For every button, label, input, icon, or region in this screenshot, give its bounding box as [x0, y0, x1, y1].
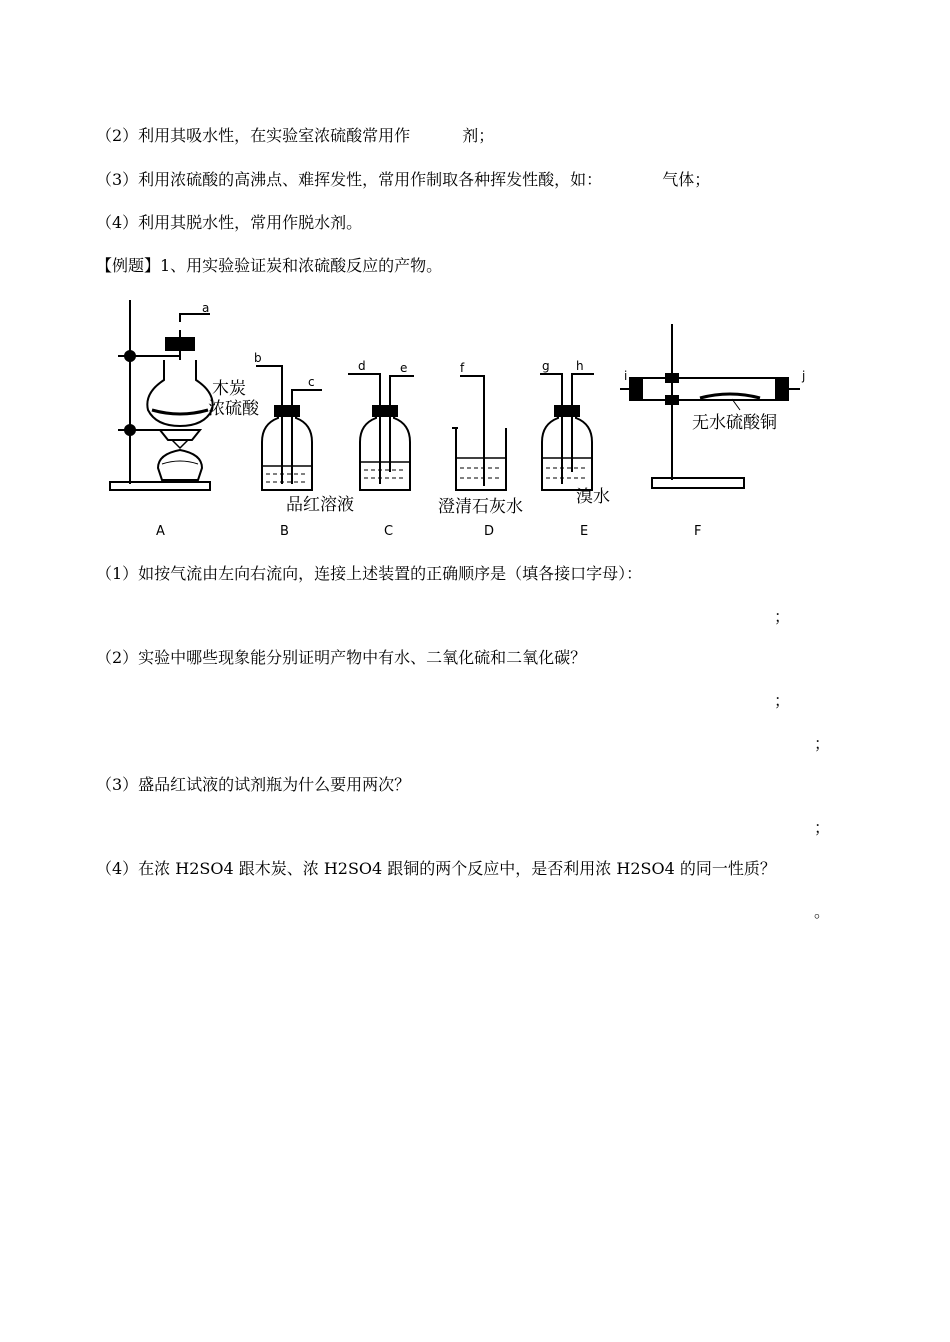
item-3-suffix: 气体；	[662, 170, 711, 189]
label-limewater: 澄清石灰水	[438, 497, 523, 517]
apparatus-e	[540, 374, 594, 490]
item-2-prefix: （2）利用其吸水性，在实验室浓硫酸常用作	[96, 126, 411, 145]
port-label-g: g	[542, 359, 550, 373]
label-anhydrous-cuso4: 无水硫酸铜	[692, 413, 777, 433]
item-2-absorbent	[96, 126, 494, 146]
caption-d: D	[484, 524, 495, 539]
answer-end-q2b: ；	[814, 734, 831, 753]
label-charcoal: 木炭	[212, 379, 246, 399]
caption-a: A	[156, 524, 165, 539]
apparatus-f	[620, 324, 800, 488]
port-label-f: f	[460, 361, 465, 375]
answer-end-q3: ；	[814, 818, 831, 837]
apparatus-figure	[100, 298, 820, 543]
port-label-j: j	[802, 369, 806, 383]
caption-c: C	[384, 524, 394, 539]
apparatus-c	[348, 374, 414, 490]
question-2: （2）实验中哪些现象能分别证明产物中有水、二氧化硫和二氧化碳？	[96, 648, 587, 667]
label-conc-acid: 浓硫酸	[208, 399, 259, 419]
port-label-i: i	[624, 369, 628, 383]
port-label-d: d	[358, 359, 366, 373]
caption-f: F	[694, 524, 702, 539]
label-magenta-solution: 品红溶液	[286, 495, 354, 515]
answer-end-q1: ；	[774, 607, 791, 626]
item-4-dehydrating: （4）利用其脱水性，常用作脱水剂。	[96, 213, 363, 232]
port-label-a: a	[202, 301, 210, 315]
answer-end-q4: 。	[814, 902, 831, 921]
question-1: （1）如按气流由左向右流向，连接上述装置的正确顺序是（填各接口字母）：	[96, 564, 643, 583]
item-3-volatile-acid	[96, 170, 710, 190]
question-4: （4）在浓 H2SO4 跟木炭、浓 H2SO4 跟铜的两个反应中，是否利用浓 H2SO4 的同一性质？	[96, 859, 776, 878]
example-heading: 【例题】1、用实验验证炭和浓硫酸反应的产物。	[96, 256, 443, 275]
port-label-b: b	[254, 351, 262, 365]
apparatus-a	[110, 300, 213, 490]
question-3: （3）盛品红试液的试剂瓶为什么要用两次？	[96, 775, 411, 794]
label-bromine-water: 溴水	[576, 487, 610, 507]
item-2-suffix: 剂；	[462, 126, 495, 145]
port-label-h: h	[576, 359, 584, 373]
caption-b: B	[280, 524, 289, 539]
answer-end-q2a: ；	[774, 691, 791, 710]
apparatus-d	[452, 376, 506, 490]
port-label-e: e	[400, 361, 408, 375]
item-3-prefix: （3）利用浓硫酸的高沸点、难挥发性，常用作制取各种挥发性酸，如：	[96, 170, 603, 189]
caption-e: E	[580, 524, 589, 539]
port-label-c: c	[308, 375, 315, 389]
